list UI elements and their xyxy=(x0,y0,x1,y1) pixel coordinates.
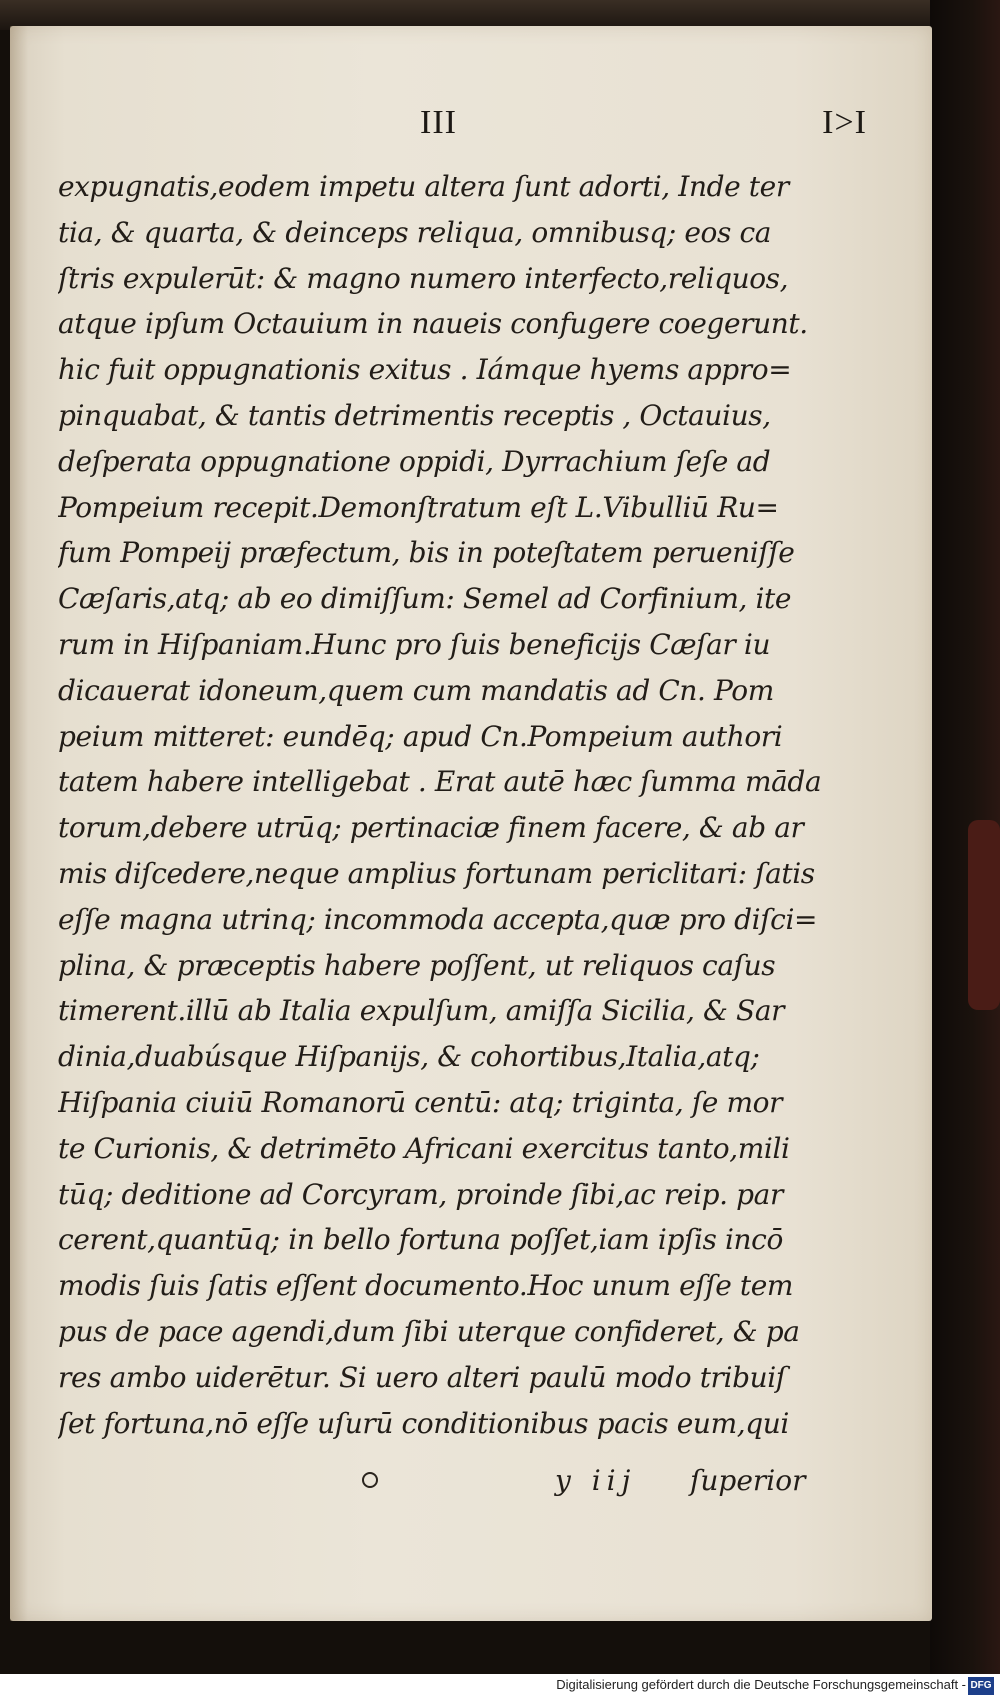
text-line: mis diſcedere,neque amplius fortunam periclitari: ſatis xyxy=(58,856,815,890)
text-line: te Curionis, & detrimēto Africani exercitus tanto,mili xyxy=(58,1131,790,1165)
catchline xyxy=(10,1464,932,1514)
text-line: tūq; deditione ad Corcyram, proinde ſibi,ac reip. par xyxy=(58,1177,783,1211)
text-line: plina, & præceptis habere poſſent, ut reliquos caſus xyxy=(58,948,776,982)
text-line: dinia,duabúsque Hiſpanijs, & cohortibus,Italia,atq; xyxy=(58,1040,760,1074)
text-line: hic fuit oppugnationis exitus . Iámque hyems appro= xyxy=(58,353,792,387)
dfg-logo: DFG xyxy=(968,1677,994,1695)
folio-center: III xyxy=(420,104,457,141)
folio-number: I>I xyxy=(822,104,867,141)
text-line: torum,debere utrūq; pertinaciæ finem facere, & ab ar xyxy=(58,811,804,845)
footer-bar xyxy=(0,1674,1000,1700)
text-line: ſet fortuna,nō eſſe uſurū conditionibus pacis eum,qui xyxy=(58,1406,789,1440)
footer-credit: Digitalisierung gefördert durch die Deutsche Forschungsgemeinschaft - xyxy=(556,1677,966,1692)
ornament-circle-icon xyxy=(362,1472,378,1488)
text-line: deſperata oppugnatione oppidi, Dyrrachium ſeſe ad xyxy=(58,444,771,478)
text-line: pus de pace agendi,dum ſibi uterque confideret, & pa xyxy=(58,1314,800,1348)
text-line: dicauerat idoneum,quem cum mandatis ad Cn. Pom xyxy=(58,673,774,707)
text-line: Pompeium recepit.Demonſtratum eſt L.Vibulliū Ru= xyxy=(58,490,779,524)
signature-mark: y iij xyxy=(555,1464,637,1497)
text-line: timerent.illū ab Italia expulſum, amiſſa Sicilia, & Sar xyxy=(58,994,785,1028)
text-line: Cæſaris,atq; ab eo dimiſſum: Semel ad Corfinium, ite xyxy=(58,582,792,616)
text-line: expugnatis,eodem impetu altera ſunt adorti, Inde ter xyxy=(58,170,789,203)
text-line: peium mitteret: eundēq; apud Cn.Pompeium authori xyxy=(58,719,783,753)
text-line: fum Pompeij præfectum, bis in poteſtatem perueniſſe xyxy=(58,536,795,570)
text-line: cerent,quantūq; in bello fortuna poſſet,iam ipſis incō xyxy=(58,1223,783,1257)
text-block xyxy=(58,164,878,1446)
running-head xyxy=(10,104,932,154)
gutter-shadow xyxy=(10,26,28,1621)
text-line: atque ipſum Octauium in naueis confugere coegerunt. xyxy=(58,307,808,341)
text-line: ſtris expulerūt: & magno numero interfecto,reliquos, xyxy=(58,261,789,295)
text-line: Hiſpania ciuiū Romanorū centū: atq; triginta, ſe mor xyxy=(58,1085,783,1119)
book-page xyxy=(10,26,932,1621)
text-line: eſſe magna utrinq; incommoda accepta,quæ pro diſci= xyxy=(58,902,818,936)
text-line: res ambo uiderētur. Si uero alteri paulū modo tribuiſ xyxy=(58,1360,786,1394)
text-line: tia, & quarta, & deinceps reliqua, omnibusq; eos ca xyxy=(58,215,772,249)
catchword: ſuperior xyxy=(690,1464,806,1497)
text-line: modis ſuis ſatis eſſent documento.Hoc unum eſſe tem xyxy=(58,1269,794,1303)
book-cover-fragment xyxy=(968,820,1000,1010)
text-line: tatem habere intelligebat . Erat autē hæc ſumma māda xyxy=(58,765,822,799)
text-line: rum in Hiſpaniam.Hunc pro ſuis beneficijs Cæſar iu xyxy=(58,627,771,661)
text-line: pinquabat, & tantis detrimentis receptis , Octauius, xyxy=(58,398,771,432)
